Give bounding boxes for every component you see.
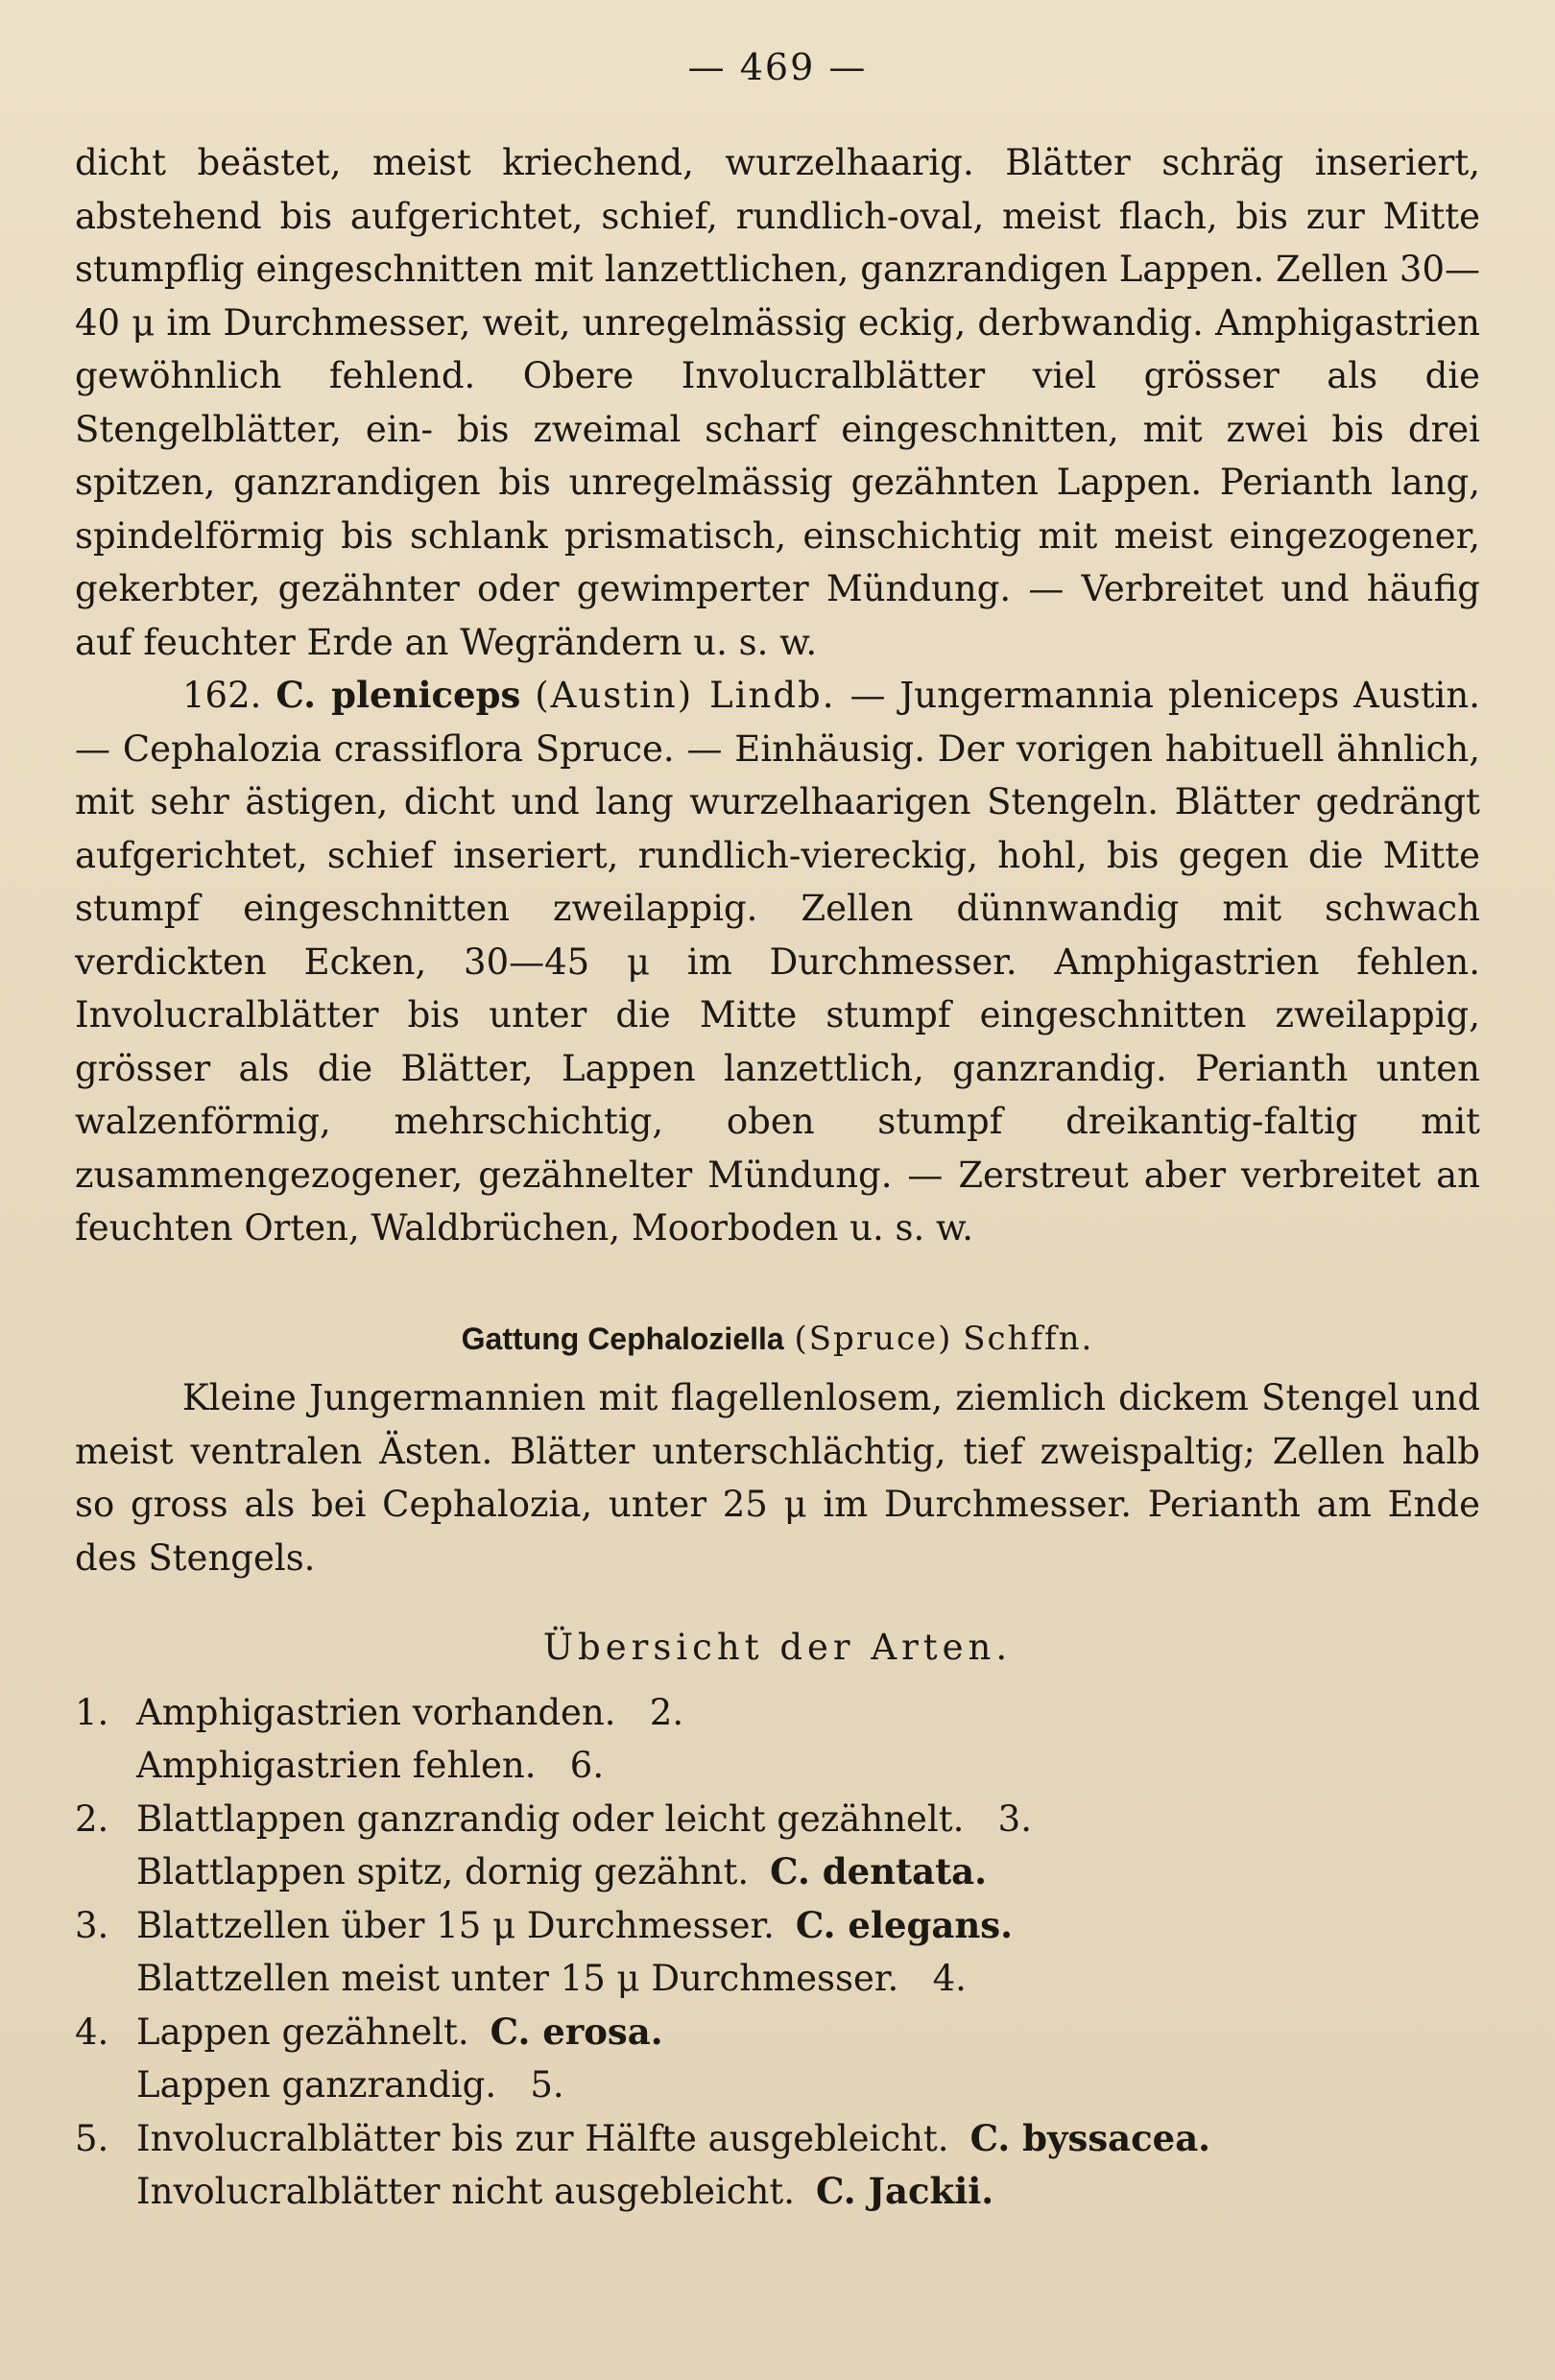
page-number: — 469 — [687, 46, 868, 88]
key-number [75, 2059, 136, 2112]
key-text: Lappen ganzrandig. 5. [136, 2064, 564, 2106]
key-row [75, 2059, 1480, 2112]
key-number: 3. [75, 1904, 109, 1946]
key-row [75, 1845, 1480, 1899]
species-description: — Jungermannia pleniceps Austin. — Cephalozia crassiflora Spruce. — Einhäusig. Der vorigen habituell ähnlich, mit sehr ästigen, dicht und lang wurzelhaarigen Stengeln. Blätter gedrängt aufgerichtet, schief inseriert, rundlich-viereckig, hohl, bis gegen die Mitte stumpf eingeschnitten zweilappig. Zellen dünnwandig mit schwach verdickten Ecken, 30—45 μ im Durchmesser. Amphigastrien fehlen. Involucralblätter bis unter die Mitte stumpf eingeschnitten zweilappig, grösser als die Blätter, Lappen lanzettlich, ganzrandig. Perianth unten walzenförmig, mehrschichtig, oben stumpf dreikantig-faltig mit zusammengezogener, gezähnelter Mündung. — Zerstreut aber verbreitet an feuchten Orten, Waldbrüchen, Moorboden u. s. w. [75, 675, 1480, 1249]
key-row [75, 2006, 1480, 2059]
key-number: 5. [75, 2117, 109, 2159]
species-number: 162. [182, 675, 262, 716]
key-number: 4. [75, 2011, 109, 2053]
key-species: C. dentata. [770, 1850, 988, 1892]
genus-author-b: Schffn. [963, 1319, 1094, 1358]
genus-author-a: (Spruce) [794, 1319, 953, 1358]
key-text: Involucralblätter nicht ausgebleicht. [136, 2171, 795, 2212]
key-row [75, 2165, 1480, 2219]
key-text: Blattlappen spitz, dornig gezähnt. [136, 1851, 750, 1892]
key-row [75, 1899, 1480, 1953]
key-number: 2. [75, 1797, 109, 1840]
key-text: Blattzellen meist unter 15 μ Durchmesser. 4. [136, 1958, 967, 1999]
key-row [75, 2112, 1480, 2166]
page-body [75, 136, 1480, 2219]
key-row [75, 1739, 1480, 1793]
genus-heading [75, 1313, 1480, 1367]
key-text: Blattzellen über 15 μ Durchmesser. [136, 1904, 775, 1946]
species-entry-162 [75, 669, 1480, 1255]
key-heading: Übersicht der Arten. [542, 1627, 1013, 1668]
key-text: Involucralblätter bis zur Hälfte ausgebleicht. [136, 2117, 949, 2159]
species-name: C. pleniceps [275, 674, 521, 716]
species-author: (Austin) Lindb. [535, 675, 836, 716]
key-species: C. byssacea. [969, 2116, 1211, 2159]
key-row [75, 1952, 1480, 2006]
key-text: Blattlappen ganzrandig oder leicht gezähnelt. 3. [136, 1797, 1032, 1840]
species-key [75, 1686, 1480, 2219]
key-row [75, 1793, 1480, 1846]
key-species: C. erosa. [490, 2010, 663, 2053]
genus-name: Gattung Cephaloziella [461, 1321, 784, 1356]
key-species: C. elegans. [795, 1903, 1013, 1946]
genus-description: Kleine Jungermannien mit flagellenlosem, ziemlich dickem Stengel und meist ventralen Ästen. Blätter unterschlächtig, tief zweispaltig; Zellen halb so gross als bei Cephalozia, unter 25 μ im Durchmesser. Perianth am Ende des Stengels. [75, 1377, 1480, 1579]
key-number [75, 1845, 136, 1899]
paragraph-continuation: dicht beästet, meist kriechend, wurzelhaarig. Blätter schräg inseriert, abstehend bis aufgerichtet, schief, rundlich-oval, meist flach, bis zur Mitte stumpflig eingeschnitten mit lanzettlichen, ganzrandigen Lappen. Zellen 30—40 μ im Durchmesser, weit, unregelmässig eckig, derbwandig. Amphigastrien gewöhnlich fehlend. Obere Involucralblätter viel grösser als die Stengelblätter, ein- bis zweimal scharf eingeschnitten, mit zwei bis drei spitzen, ganzrandigen bis unregelmässig gezähnten Lappen. Perianth lang, spindelförmig bis schlank prismatisch, einschichtig mit meist eingezogener, gekerbter, gezähnter oder gewimperter Mündung. — Verbreitet und häufig auf feuchter Erde an Wegrändern u. s. w. [75, 142, 1480, 663]
key-number [75, 2165, 136, 2219]
key-number [75, 1739, 136, 1793]
key-text: Lappen gezähnelt. [136, 2011, 469, 2053]
key-number: 1. [75, 1691, 109, 1733]
key-species: C. Jackii. [815, 2170, 994, 2212]
key-row [75, 1686, 1480, 1740]
key-text: Amphigastrien vorhanden. 2. [136, 1691, 684, 1733]
key-number [75, 1952, 136, 2006]
key-text: Amphigastrien fehlen. 6. [136, 1745, 605, 1786]
